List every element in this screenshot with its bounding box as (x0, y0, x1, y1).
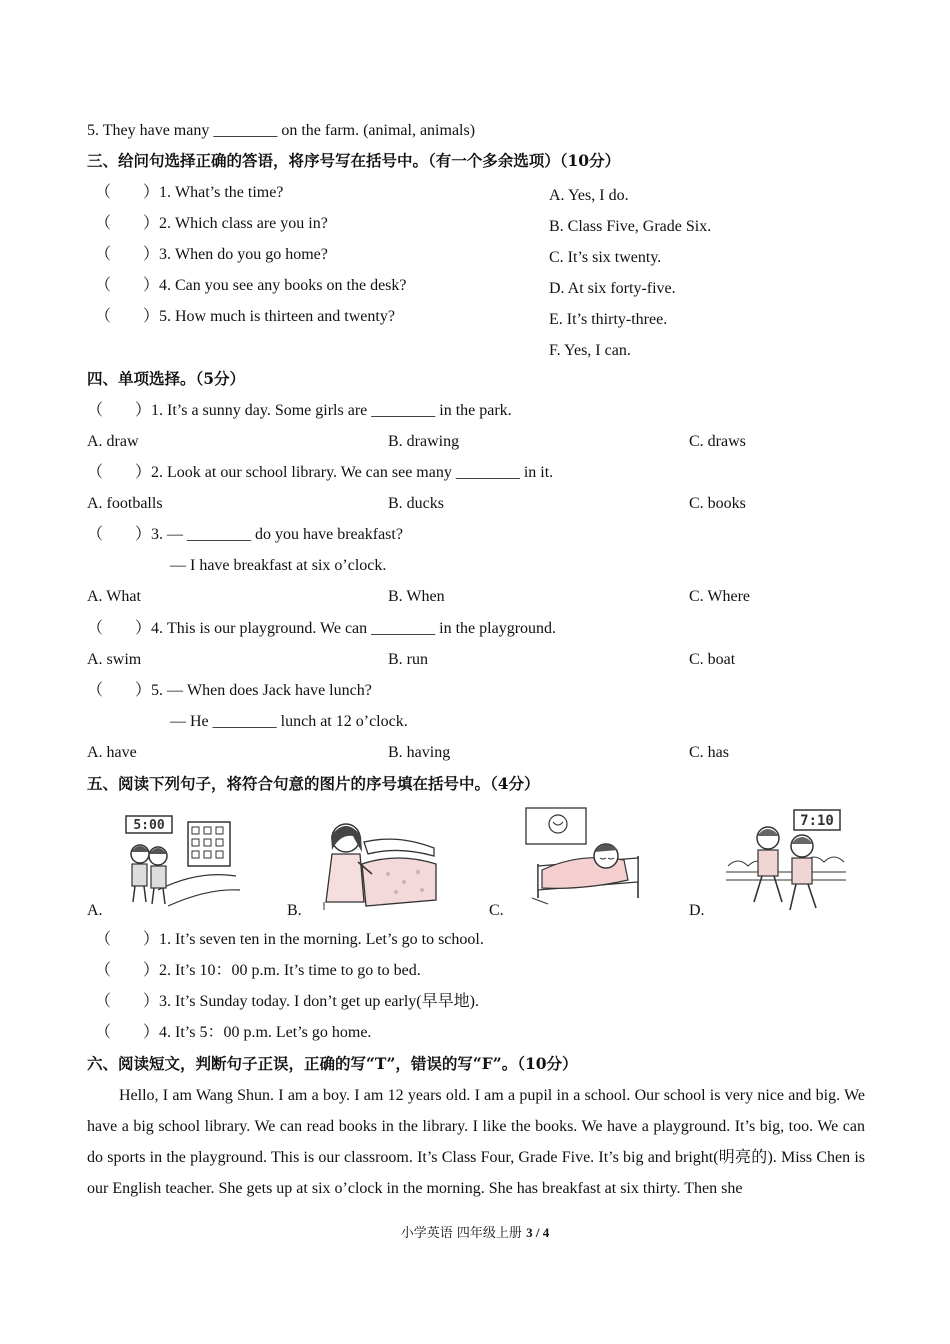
match-question-5: （ ）5. How much is thirteen and twenty? (95, 308, 395, 325)
mc-question-1: （ ）1. It’s a sunny day. Some girls are ________ in the park. (87, 402, 512, 419)
picture-sentence-3: （ ）3. It’s Sunday today. I don’t get up early(早早地). (95, 993, 479, 1010)
page-footer (0, 1222, 950, 1241)
picture-label-b: B. (287, 902, 302, 919)
mc-question-5: （ ）5. — When does Jack have lunch? (87, 682, 372, 699)
answer-option-f: F. Yes, I can. (549, 342, 631, 359)
mc-q3-option-b: B. When (388, 588, 445, 605)
mc-q1-option-c: C. draws (689, 433, 746, 450)
match-question-4: （ ）4. Can you see any books on the desk? (95, 277, 407, 294)
picture-a-going-home (118, 810, 243, 912)
mc-q5-option-b: B. having (388, 744, 451, 761)
picture-label-d: D. (689, 902, 705, 919)
picture-label-a: A. (87, 902, 103, 919)
mc-q1-option-a: A. draw (87, 433, 139, 450)
mc-question-2: （ ）2. Look at our school library. We can see many ________ in it. (87, 464, 554, 481)
reading-passage: Hello, I am Wang Shun. I am a boy. I am 12 years old. I am a pupil in a school. Our school is very nice and big. We have a big school library. We can read books in the library. I like the books. We have a playground. It’s big, too. We can do sports in the playground. This is our classroom. It’s Class Four, Grade Five. It’s big and bright(明亮的). Miss Chen is our English teacher. She gets up at six o’clock in the morning. She has breakfast at six thirty. Then she (87, 1087, 865, 1197)
mc-q2-option-a: A. footballs (87, 495, 163, 512)
mc-q3-option-a: A. What (87, 588, 141, 605)
mc-question-3: （ ）3. — ________ do you have breakfast? (87, 526, 403, 543)
answer-option-a: A. Yes, I do. (549, 187, 629, 204)
answer-option-c: C. It’s six twenty. (549, 249, 662, 266)
fill-blank-item-5: 5. They have many ________ on the farm. (animal, animals) (87, 122, 476, 139)
mc-question-4: （ ）4. This is our playground. We can ________ in the playground. (87, 620, 557, 637)
footer-page-number: 3 / 4 (526, 1225, 550, 1240)
section-4-heading: 四、单项选择。（5分） (87, 369, 246, 388)
picture-sentence-2: （ ）2. It’s 10：00 p.m. It’s time to go to bed. (95, 962, 421, 979)
mc-q4-option-a: A. swim (87, 651, 142, 668)
picture-label-c: C. (489, 902, 504, 919)
mc-q5-option-c: C. has (689, 744, 729, 761)
section-6-heading: 六、阅读短文，判断句子正误，正确的写“T”，错误的写“F”。（10分） (87, 1054, 578, 1073)
clock-a-text: 5:00 (133, 818, 165, 833)
answer-option-b: B. Class Five, Grade Six. (549, 218, 712, 235)
match-question-1: （ ）1. What’s the time? (95, 184, 284, 201)
mc-q4-option-c: C. boat (689, 651, 736, 668)
answer-option-d: D. At six forty-five. (549, 280, 676, 297)
mc-question-3-reply: — I have breakfast at six o’clock. (170, 557, 387, 574)
picture-b-getting-up (318, 812, 440, 912)
picture-d-going-to-school (724, 806, 849, 914)
section-3-heading: 三、给问句选择正确的答语，将序号写在括号中。（有一个多余选项）（10分） (87, 151, 621, 170)
mc-q4-option-b: B. run (388, 651, 428, 668)
answer-option-e: E. It’s thirty-three. (549, 311, 668, 328)
mc-q2-option-c: C. books (689, 495, 746, 512)
mc-q3-option-c: C. Where (689, 588, 751, 605)
picture-sentence-4: （ ）4. It’s 5：00 p.m. Let’s go home. (95, 1024, 372, 1041)
mc-q1-option-b: B. drawing (388, 433, 460, 450)
mc-question-5-reply: — He ________ lunch at 12 o’clock. (170, 713, 408, 730)
picture-sentence-1: （ ）1. It’s seven ten in the morning. Let’s go to school. (95, 931, 484, 948)
section-5-heading: 五、阅读下列句子，将符合句意的图片的序号填在括号中。（4分） (87, 774, 540, 793)
clock-d-text: 7:10 (800, 813, 834, 829)
match-question-2: （ ）2. Which class are you in? (95, 215, 328, 232)
mc-q2-option-b: B. ducks (388, 495, 444, 512)
picture-c-sleeping (520, 806, 645, 906)
footer-subject: 小学英语 四年级上册 (400, 1226, 522, 1241)
mc-q5-option-a: A. have (87, 744, 137, 761)
match-question-3: （ ）3. When do you go home? (95, 246, 328, 263)
